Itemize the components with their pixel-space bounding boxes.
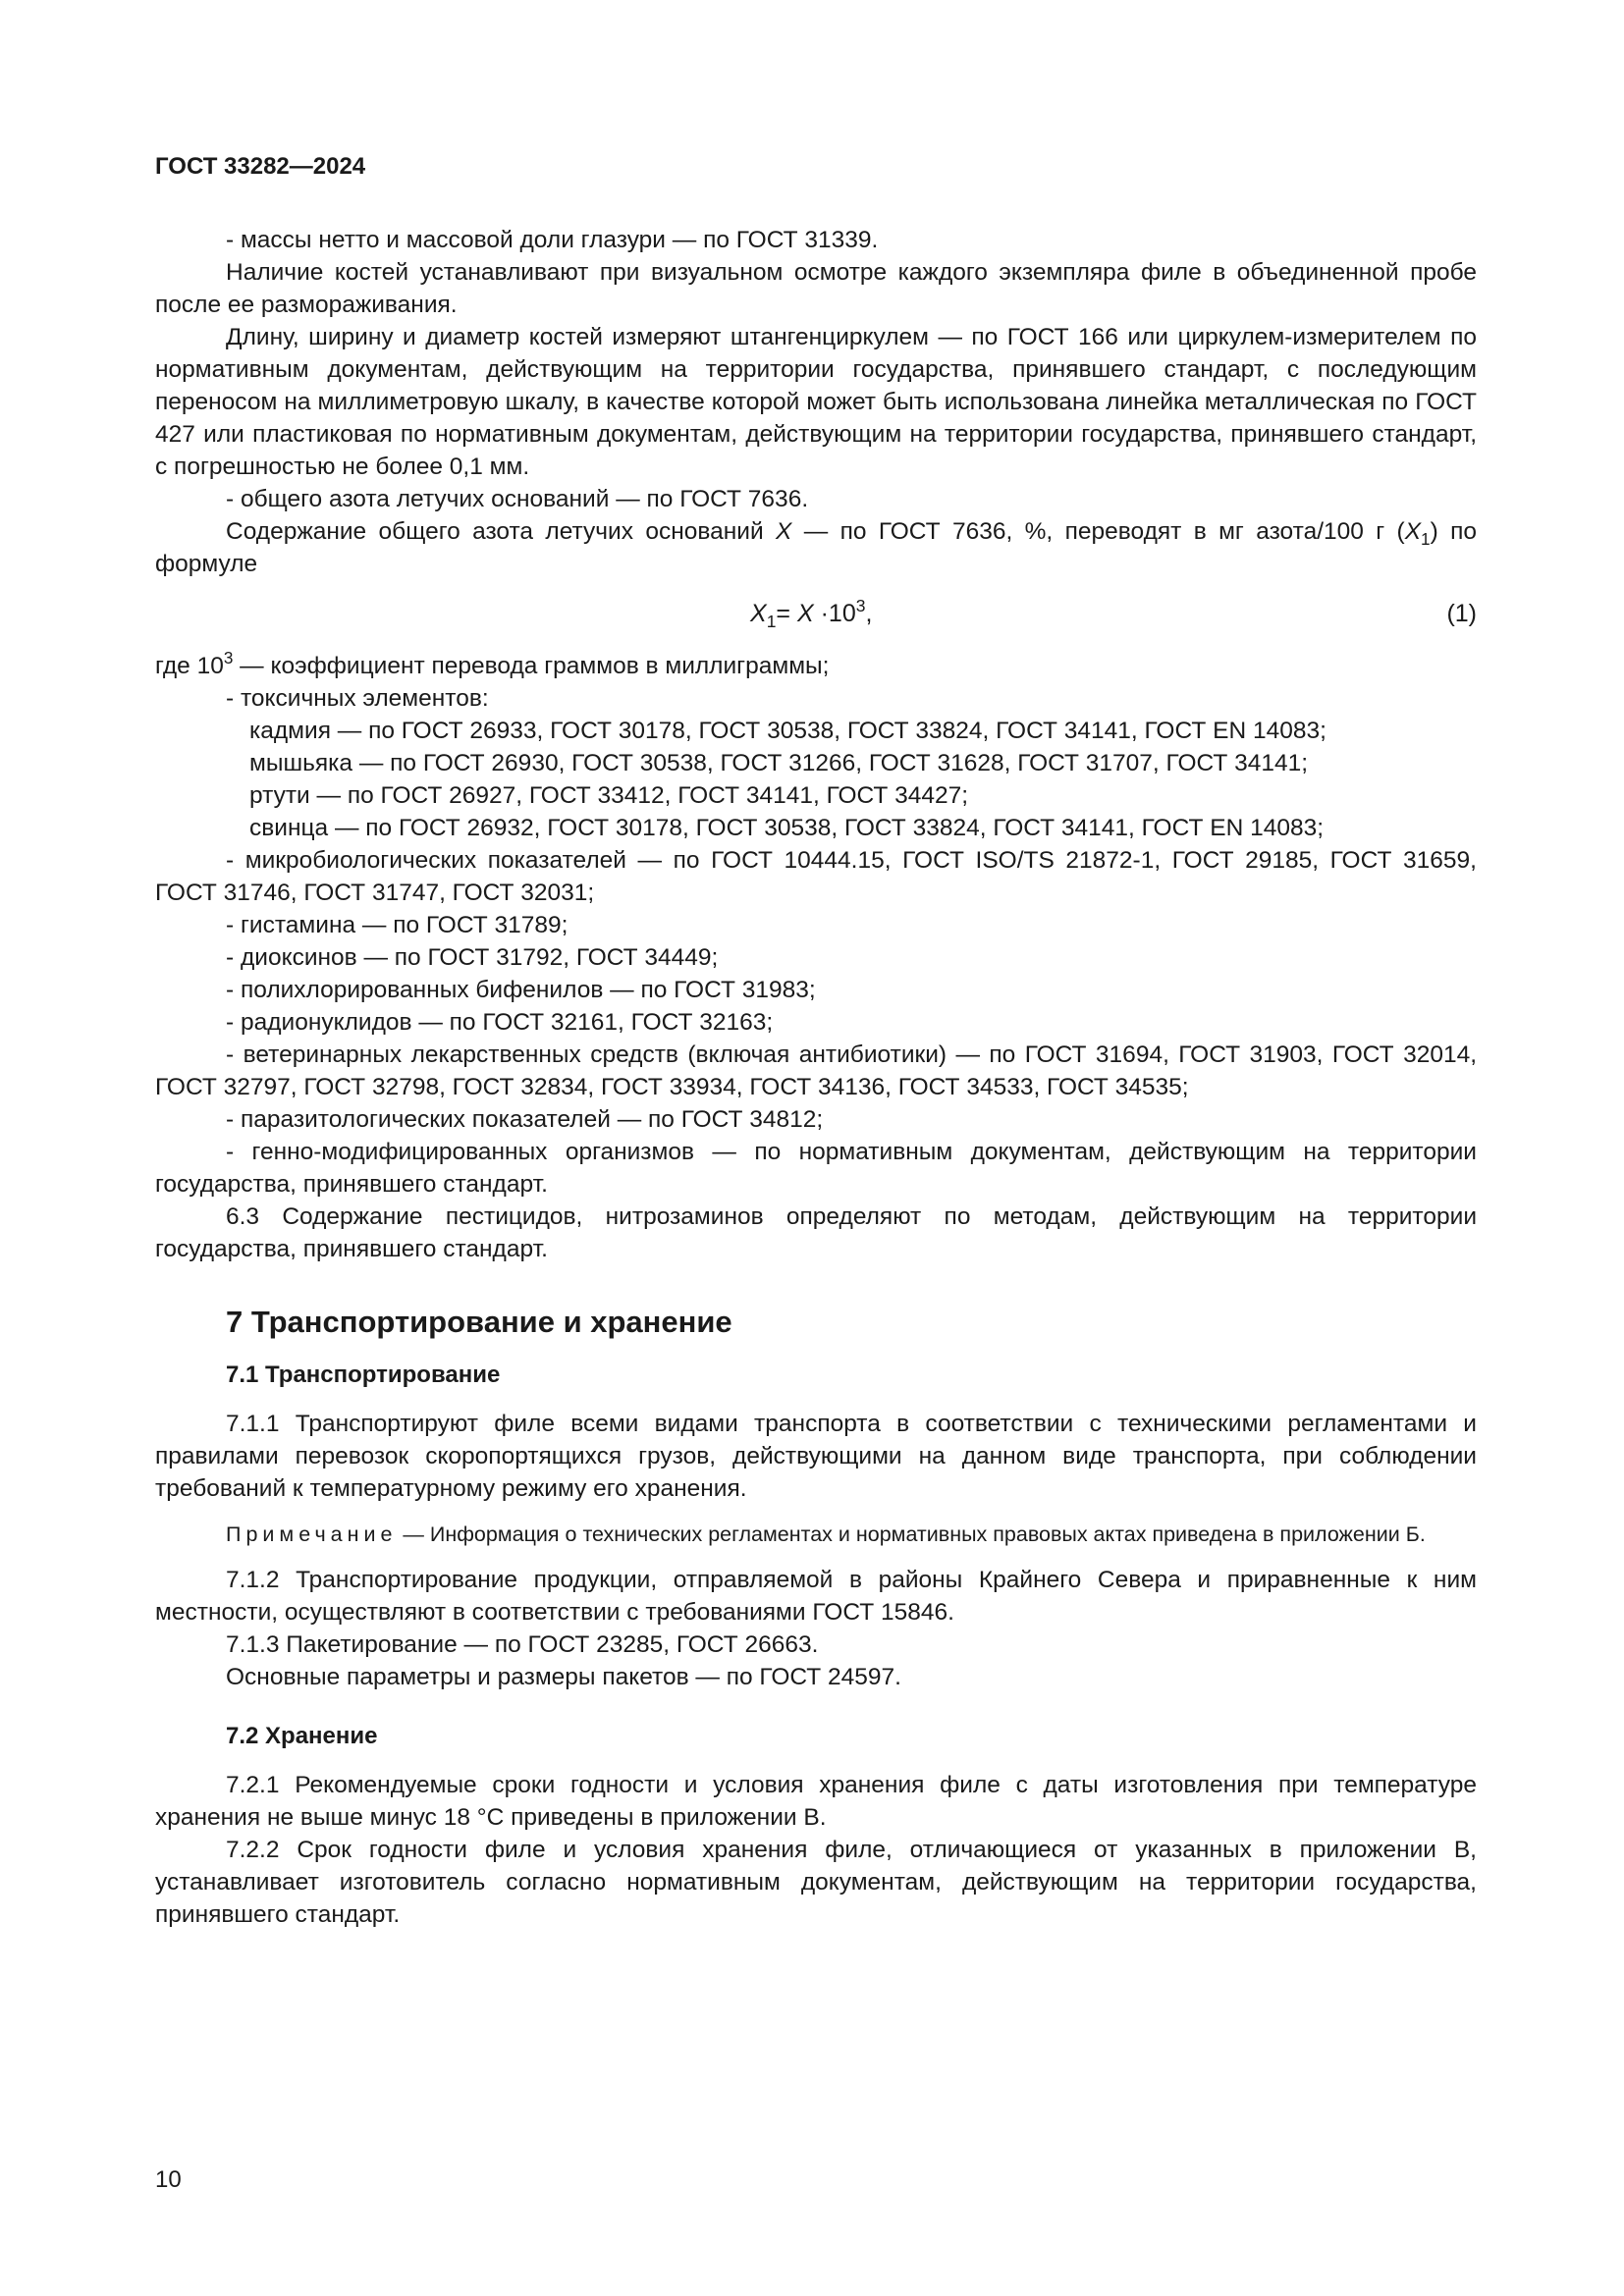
variable-x1: X: [1404, 518, 1422, 545]
paragraph-bones-measure: Длину, ширину и диаметр костей измеряют штангенциркулем — по ГОСТ 166 или циркулем-измерителем по нормативным документам, действующим на территории государства, принявшего стандарт, с последующим переносом на миллиметровую шкалу, в качестве которой может быть использована линейка металлическая по ГОСТ 427 или пластиковая по нормативным документам, действующим на территории государства, принявшего стандарт, с погрешностью не более 0,1 мм.: [155, 324, 1477, 480]
paragraph-7-1-2: 7.1.2 Транспортирование продукции, отправляемой в районы Крайнего Севера и приравненные к ним местности, осуществляют в соответствии с требованиями ГОСТ 15846.: [155, 1567, 1477, 1626]
paragraph-radionuclides: - радионуклидов — по ГОСТ 32161, ГОСТ 32163;: [226, 1009, 774, 1036]
paragraph-toxic: - токсичных элементов:: [226, 685, 489, 712]
list-item-cadmium: кадмия — по ГОСТ 26933, ГОСТ 30178, ГОСТ 30538, ГОСТ 33824, ГОСТ 34141, ГОСТ EN 14083;: [249, 718, 1326, 744]
section-7-title: 7 Транспортирование и хранение: [226, 1305, 732, 1339]
formula-rhs-rest: ·10: [813, 600, 856, 627]
page-number: 10: [155, 2166, 182, 2193]
paragraph-6-3: 6.3 Содержание пестицидов, нитрозаминов определяют по методам, действующим на территории государства, принявшего стандарт.: [155, 1203, 1477, 1262]
list-item-arsenic: мышьяка — по ГОСТ 26930, ГОСТ 30538, ГОСТ 31266, ГОСТ 31628, ГОСТ 31707, ГОСТ 34141;: [249, 750, 1309, 776]
paragraph-bones-presence: Наличие костей устанавливают при визуальном осмотре каждого экземпляра филе в объединенной пробе после ее размораживания.: [155, 259, 1477, 318]
formula-rhs-sup: 3: [855, 596, 866, 615]
variable-x: X: [776, 518, 792, 545]
note-label: Примечание: [226, 1522, 398, 1546]
paragraph-7-2-2: 7.2.2 Срок годности филе и условия хранения филе, отличающиеся от указанных в приложении В, устанавливает изготовитель согласно нормативным документам, действующим на территории государства, принявшего стандарт.: [155, 1837, 1477, 1928]
formula-eq: =: [776, 600, 797, 627]
text-fragment: где 10: [155, 653, 224, 679]
note-text: — Информация о технических регламентах и нормативных правовых актах приведена в приложении Б.: [397, 1522, 1426, 1546]
document-body: [155, 224, 1477, 1931]
paragraph-parasitological: - паразитологических показателей — по ГОСТ 34812;: [226, 1106, 824, 1133]
note-label-wrap: [155, 1522, 397, 1546]
formula-1: [155, 593, 1477, 636]
paragraph-glaze: - массы нетто и массовой доли глазури — по ГОСТ 31339.: [226, 227, 879, 253]
paragraph-pcb: - полихлорированных бифенилов — по ГОСТ 31983;: [226, 977, 816, 1003]
formula-expression: [750, 598, 872, 630]
paragraph-gmo: - генно-модифицированных организмов — по нормативным документам, действующим на территории государства, принявшего стандарт.: [155, 1139, 1477, 1198]
note: [155, 1520, 1477, 1549]
formula-rhs-var: X: [796, 600, 814, 627]
paragraph-7-1-1: 7.1.1 Транспортируют филе всеми видами транспорта в соответствии с техническими регламентами и правилами перевозок скоропортящихся грузов, действующими на данном виде транспорта, при соблюдении требований к температурному режиму его хранения.: [155, 1411, 1477, 1502]
paragraph-7-1-3-params: Основные параметры и размеры пакетов — по ГОСТ 24597.: [226, 1664, 901, 1690]
list-item-lead: свинца — по ГОСТ 26932, ГОСТ 30178, ГОСТ 30538, ГОСТ 33824, ГОСТ 34141, ГОСТ EN 14083;: [249, 815, 1325, 841]
paragraph-7-2-1: 7.2.1 Рекомендуемые сроки годности и условия хранения филе с даты изготовления при температуре хранения не выше минус 18 °С приведены в приложении В.: [155, 1772, 1477, 1831]
subscript: 1: [1421, 529, 1431, 549]
text-fragment: — коэффициент перевода граммов в миллиграммы;: [233, 653, 830, 679]
formula-number: (1): [1446, 600, 1477, 627]
paragraph-nitrogen: - общего азота летучих оснований — по ГОСТ 7636.: [226, 486, 809, 512]
paragraph-histamine: - гистамина — по ГОСТ 31789;: [226, 912, 568, 938]
section-7-1-title: 7.1 Транспортирование: [226, 1362, 501, 1388]
paragraph-veterinary: - ветеринарных лекарственных средств (включая антибиотики) — по ГОСТ 31694, ГОСТ 31903, ГОСТ 32014, ГОСТ 32797, ГОСТ 32798, ГОСТ 32834, ГОСТ 33934, ГОСТ 34136, ГОСТ 34533, ГОСТ 34535;: [155, 1041, 1477, 1100]
formula-lhs-sub: 1: [766, 612, 777, 631]
superscript: 3: [223, 648, 234, 667]
paragraph-7-1-3: 7.1.3 Пакетирование — по ГОСТ 23285, ГОСТ 26663.: [226, 1631, 819, 1658]
formula-trail: ,: [865, 600, 873, 627]
text-fragment: ) по формуле: [155, 518, 1478, 577]
paragraph-microbiological: - микробиологических показателей — по ГОСТ 10444.15, ГОСТ ISO/TS 21872-1, ГОСТ 29185, ГОСТ 31659, ГОСТ 31746, ГОСТ 31747, ГОСТ 32031;: [155, 847, 1477, 906]
list-item-mercury: ртути — по ГОСТ 26927, ГОСТ 33412, ГОСТ 34141, ГОСТ 34427;: [249, 782, 969, 809]
formula-lhs-var: X: [750, 600, 767, 627]
text-fragment: — по ГОСТ 7636, %, переводят в мг азота/100 г (: [791, 518, 1405, 545]
paragraph-where: [155, 650, 1477, 682]
text-fragment: Содержание общего азота летучих оснований: [226, 518, 776, 545]
document-header: ГОСТ 33282—2024: [155, 153, 366, 180]
paragraph-dioxins: - диоксинов — по ГОСТ 31792, ГОСТ 34449;: [226, 944, 719, 971]
paragraph-nitrogen-conversion: [155, 515, 1477, 580]
section-7-2-title: 7.2 Хранение: [226, 1723, 378, 1749]
